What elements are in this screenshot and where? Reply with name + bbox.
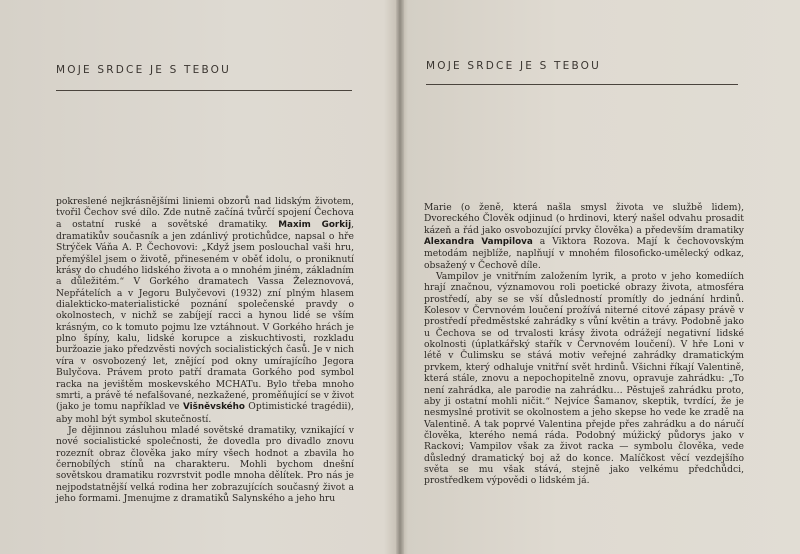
text-run: a Viktora Rozova. Mají k čechovovským metodám nejblíže, naplňují v mnohém filosoficko-umělecký odkaz, obsažený v Čechově díle. [424, 236, 744, 271]
bold-name: Alexandra Vampilova [424, 237, 533, 248]
header-rule [426, 84, 738, 85]
paragraph [424, 271, 744, 487]
text-run: Je dějinnou zásluhou mladé sovětské dramatiky, vznikající v nové socialistické společnosti, že dovedla pro divadlo znovu rozeznít obraz člověka jako míry všech hodnot a zbavila ho černobílých stínů na charakteru. Mohli bychom dnešní sovětskou dramatiku rozvrstvit podle mnoha dělítek. Pro nás je nejpodstatnější velká rodina her zobrazujících současný život a jeho formami. Jmenujme z dramatiků Salynského a jeho hru [56, 424, 354, 504]
bold-name: Maxim Gorkij [278, 219, 352, 230]
left-page [0, 0, 398, 554]
paragraph [424, 202, 744, 271]
paragraph [56, 425, 354, 504]
body-text [56, 196, 354, 504]
running-head: MOJE SRDCE JE S TEBOU [56, 64, 232, 76]
text-run: Marie (o ženě, která našla smysl života ve službě lidem), Dvoreckého Člověk odjinud (o hrdinovi, který našel odvahu prosadit kázeň a řád jako osvobozující prvky člověka) a především dramatiky [424, 202, 744, 236]
running-head: MOJE SRDCE JE S TEBOU [426, 60, 602, 72]
text-run: pokreslené nejkrásnějšími liniemi obzorů nad lidským životem, tvořil Čechov své dílo. Zde nutně začíná tvůrčí spojení Čechova a ostatní ruské a sovětské dramatiky. [56, 196, 354, 230]
text-run: , dramatikův současník a jen zdánlivý protichůdce, napsal o hře Strýček Váňa A. P. Čechovovi: „Když jsem poslouchal vaši hru, přemýšlel jsem o životě, přineseném v oběť idolu, o proniknutí krásy do chudého lidského života a o mnohém jiném, základním a důležitém.“ V Gorkého dramatech Vassa Železnovová, Nepřátelích a v Jegoru Bulyčevovi (1932) zní plným hlasem dialekticko-materialistické poznání společenské pravdy o okolnostech, v nichž se zabíjejí racci a hynou lidé se vším krásným, co k tomuto pojmu lze vztáhnout. V Gorkého hrách je plno špíny, kalu, lidské korupce a ziskuchtivosti, rozkladu buržoazie jako předzvěsti nových socialistických časů. Je v nich víra v osvobozený let, znějící pod okny umírajícího Jegora Bulyčova. Právem proto patří dramata Gorkého pod symbol racka na jevištěm moskevského MCHATu. Bylo třeba mnoho smrti, a právě té nefalšované, nezkažené, proměňující se v život (jako je tomu například ve [56, 218, 355, 413]
text-run: Vampilov je vnitřním založením lyrik, a proto v jeho komediích hrají značnou, významovou roli poetické obrazy života, atmosféra prostředí, aby se se vší důsledností promítly do jednání hrdinů. Kolesov v Červnovém loučení prožívá niterné citové zápasy právě v prostředí předměstské zahrádky s vůní květin a trávy. Podobně jako u Čechova se od trvalosti krásy života odrážejí negativní lidské okolnosti (úplatkářský stařík v Červnovém loučení). V hře Loni v létě v Čulimsku se stává motiv veřejné zahrádky dramatickým prvkem, který odhaluje vnitřní svět hrdinů. Všichni říkají Valentině, která stále, znovu a nepochopitelně znovu, opravuje zahrádku: „To není zahrádka, ale parodie na zahrádku… Pěstuješ zahrádku proto, aby ji ostatní mohli ničit.“ Nejvíce Šamanov, skeptik, tvrdící, že je nesmyslné protivit se okolnostem a jeho skepse ho vede ke zradě na Valentině. A tak poprvé Valentina přejde přes zahrádku a do náručí člověka, kterého nemá ráda. Podobný múžický půdorys jako v Rackovi; Vampilov však za život racka — symbolu člověka, vede důsledný dramatický boj až do konce. Malíčkost věcí vezdejšího světa se mu však stává, stejně jako velkému předchůdci, prostředkem výpovědi o lidském já. [424, 271, 744, 487]
paragraph [56, 196, 354, 425]
body-text [424, 202, 744, 487]
right-page [402, 0, 800, 554]
text-run: Optimistické tragédii), aby mohl být symbol skutečností. [56, 401, 354, 425]
header-rule [56, 90, 352, 91]
bold-name: Višněvského [182, 402, 245, 413]
